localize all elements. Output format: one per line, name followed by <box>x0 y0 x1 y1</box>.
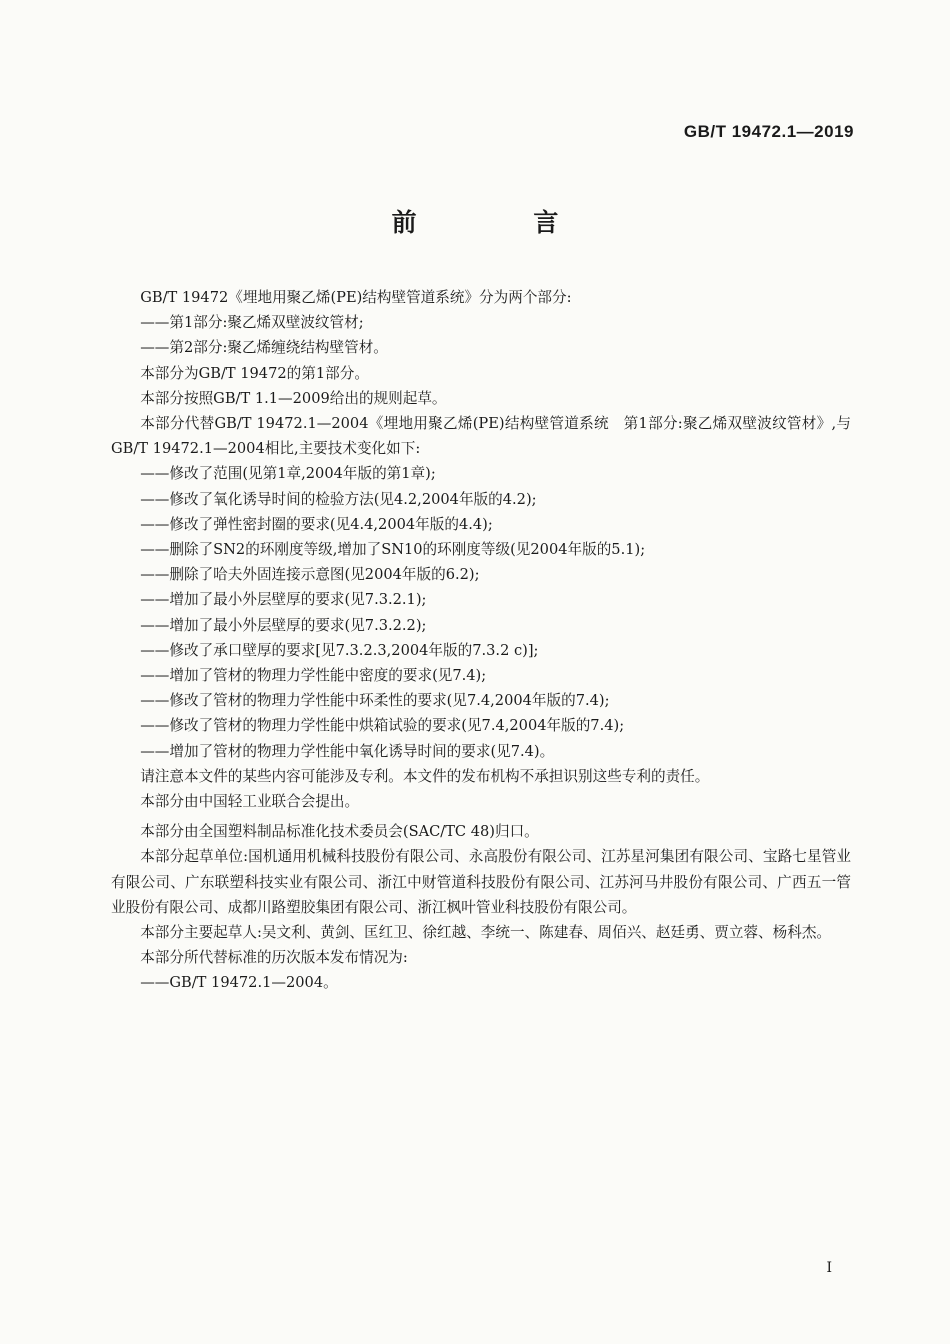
list-item: ——修改了弹性密封圈的要求(见4.4,2004年版的4.4); <box>140 515 493 533</box>
paragraph: 本部分为GB/T 19472的第1部分。 <box>140 364 369 382</box>
paragraph: 请注意本文件的某些内容可能涉及专利。本文件的发布机构不承担识别这些专利的责任。 <box>140 767 710 785</box>
paragraph: 本部分起草单位:国机通用机械科技股份有限公司、永高股份有限公司、江苏星河集团有限公司、宝路七星管业有限公司、广东联塑科技实业有限公司、浙江中财管道科技股份有限公司、江苏河马井股份有限公司、广西五一管业股份有限公司、成都川路塑胶集团有限公司、浙江枫叶管业科技股份有限公司。 <box>111 848 851 916</box>
paragraph: 本部分按照GB/T 1.1—2009给出的规则起草。 <box>140 389 447 407</box>
list-item: ——修改了承口壁厚的要求[见7.3.2.3,2004年版的7.3.2 c)]; <box>140 641 539 659</box>
paragraph: 本部分代替GB/T 19472.1—2004《埋地用聚乙烯(PE)结构壁管道系统 第1部分:聚乙烯双壁波纹管材》,与GB/T 19472.1—2004相比,主要技术变化如下: <box>111 415 851 458</box>
paragraph: 本部分主要起草人:吴文利、黄剑、匡红卫、徐红越、李统一、陈建春、周佰兴、赵廷勇、贾立蓉、杨科杰。 <box>140 924 832 942</box>
list-item: ——第2部分:聚乙烯缠绕结构壁管材。 <box>140 339 388 357</box>
list-item: ——修改了管材的物理力学性能中烘箱试验的要求(见7.4,2004年版的7.4); <box>140 717 625 735</box>
list-item: ——修改了管材的物理力学性能中环柔性的要求(见7.4,2004年版的7.4); <box>140 692 610 710</box>
page-number: I <box>826 1260 832 1276</box>
list-item: ——删除了SN2的环刚度等级,增加了SN10的环刚度等级(见2004年版的5.1); <box>140 541 646 559</box>
list-item: ——增加了最小外层壁厚的要求(见7.3.2.2); <box>140 616 427 634</box>
list-item: ——增加了最小外层壁厚的要求(见7.3.2.1); <box>140 591 427 609</box>
paragraph: GB/T 19472《埋地用聚乙烯(PE)结构壁管道系统》分为两个部分: <box>140 289 572 306</box>
paragraph: 本部分所代替标准的历次版本发布情况为: <box>140 949 408 967</box>
paragraph: 本部分由中国轻工业联合会提出。 <box>140 793 360 811</box>
standard-number: GB/T 19472.1—2019 <box>683 122 854 141</box>
page-title: 前 言 <box>391 208 613 237</box>
paragraph: 本部分由全国塑料制品标准化技术委员会(SAC/TC 48)归口。 <box>140 823 539 841</box>
list-item: ——修改了氧化诱导时间的检验方法(见4.2,2004年版的4.2); <box>140 490 537 508</box>
list-item: ——增加了管材的物理力学性能中密度的要求(见7.4); <box>140 667 487 685</box>
list-item: ——增加了管材的物理力学性能中氧化诱导时间的要求(见7.4)。 <box>140 742 555 760</box>
foreword-body <box>111 285 851 996</box>
list-item: ——第1部分:聚乙烯双壁波纹管材; <box>140 314 364 332</box>
list-item: ——GB/T 19472.1—2004。 <box>140 974 338 992</box>
list-item: ——删除了哈夫外固连接示意图(见2004年版的6.2); <box>140 566 480 584</box>
list-item: ——修改了范围(见第1章,2004年版的第1章); <box>140 465 436 483</box>
